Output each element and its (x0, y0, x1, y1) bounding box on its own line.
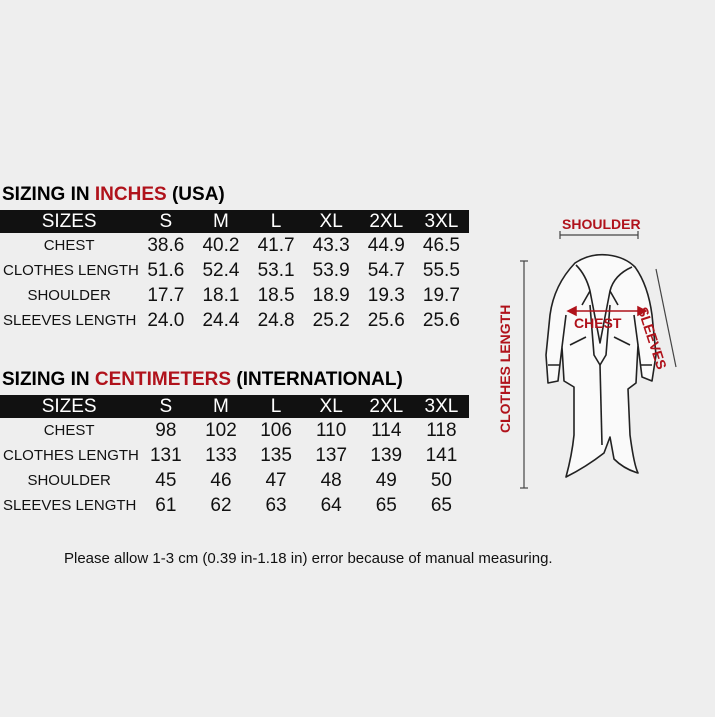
chest-label: CHEST (574, 315, 622, 331)
cell: 24.0 (147, 309, 185, 331)
table-header-row (0, 210, 469, 233)
table-row (0, 443, 469, 468)
row-label: SHOULDER (27, 472, 111, 489)
cell: 43.3 (312, 234, 350, 256)
cell: 54.7 (367, 259, 405, 281)
cell: 106 (260, 419, 292, 441)
cell: 48 (320, 469, 342, 491)
header-cell: L (249, 210, 304, 233)
cell: 44.9 (367, 234, 405, 256)
centimeters-unit: CENTIMETERS (94, 369, 232, 390)
cell: 25.6 (422, 309, 460, 331)
table-row (0, 468, 469, 493)
header-cell: 2XL (359, 395, 414, 418)
header-cell: 3XL (414, 395, 469, 418)
row-label: CLOTHES LENGTH (3, 447, 139, 464)
clothes-length-label: CLOTHES LENGTH (497, 304, 513, 433)
cell: 41.7 (257, 234, 295, 256)
header-cell: 2XL (359, 210, 414, 233)
header-cell: S (138, 395, 193, 418)
cell: 98 (155, 419, 177, 441)
table-header-row (0, 395, 469, 418)
cell: 135 (260, 444, 292, 466)
table-row (0, 418, 469, 443)
cell: 50 (430, 469, 452, 491)
cell: 131 (149, 444, 182, 466)
coat-measurement-diagram (490, 205, 710, 505)
header-cell: 3XL (414, 210, 469, 233)
row-label: CLOTHES LENGTH (3, 262, 139, 279)
row-label: SLEEVES LENGTH (3, 312, 137, 329)
measurement-note: Please allow 1-3 cm (0.39 in-1.18 in) error because of manual measuring. (64, 550, 553, 567)
cell: 25.2 (312, 309, 350, 331)
cell: 55.5 (422, 259, 460, 281)
table-row (0, 493, 469, 518)
row-label: SLEEVES LENGTH (3, 497, 137, 514)
header-cell: SIZES (0, 210, 138, 233)
cell: 17.7 (147, 284, 185, 306)
cell: 38.6 (147, 234, 185, 256)
tailcoat-illustration (490, 205, 710, 505)
cell: 133 (205, 444, 237, 466)
cell: 114 (371, 419, 402, 441)
cell: 118 (426, 419, 457, 441)
cell: 46 (210, 469, 232, 491)
cell: 53.1 (257, 259, 295, 281)
table-row (0, 258, 469, 283)
header-cell: M (193, 395, 248, 418)
cell: 25.6 (367, 309, 405, 331)
cell: 61 (155, 494, 177, 516)
cell: 19.7 (422, 284, 460, 306)
cell: 110 (316, 419, 347, 441)
header-cell: L (249, 395, 304, 418)
sleeves-label: SLEEVES (634, 305, 670, 372)
inches-heading: SIZING IN INCHES (USA) (2, 184, 225, 205)
table-row (0, 308, 469, 333)
cell: 52.4 (202, 259, 240, 281)
cell: 24.8 (257, 309, 295, 331)
table-row (0, 283, 469, 308)
cell: 19.3 (367, 284, 405, 306)
cell: 137 (315, 444, 348, 466)
cell: 45 (155, 469, 177, 491)
shoulder-label: SHOULDER (562, 216, 641, 232)
row-label: CHEST (43, 237, 95, 254)
centimeters-size-table (0, 395, 469, 518)
cell: 63 (265, 494, 287, 516)
inches-size-table (0, 210, 469, 333)
cell: 18.9 (312, 284, 350, 306)
header-cell: M (193, 210, 248, 233)
header-cell: XL (304, 210, 359, 233)
header-cell: XL (304, 395, 359, 418)
cell: 24.4 (202, 309, 240, 331)
row-label: SHOULDER (27, 287, 111, 304)
cell: 53.9 (312, 259, 350, 281)
cell: 18.5 (257, 284, 295, 306)
header-cell: S (138, 210, 193, 233)
cell: 40.2 (202, 234, 240, 256)
cell: 102 (205, 419, 237, 441)
cell: 65 (430, 494, 452, 516)
cell: 141 (425, 444, 458, 466)
cell: 64 (320, 494, 342, 516)
centimeters-heading: SIZING IN CENTIMETERS (INTERNATIONAL) (2, 369, 403, 390)
cell: 47 (265, 469, 287, 491)
cell: 49 (375, 469, 397, 491)
row-label: CHEST (43, 422, 95, 439)
cell: 18.1 (202, 284, 240, 306)
cell: 65 (375, 494, 397, 516)
inches-unit: INCHES (94, 184, 167, 205)
cell: 46.5 (422, 234, 460, 256)
cell: 51.6 (147, 259, 185, 281)
table-row (0, 233, 469, 258)
header-cell: SIZES (0, 395, 138, 418)
cell: 62 (210, 494, 232, 516)
cell: 139 (370, 444, 403, 466)
